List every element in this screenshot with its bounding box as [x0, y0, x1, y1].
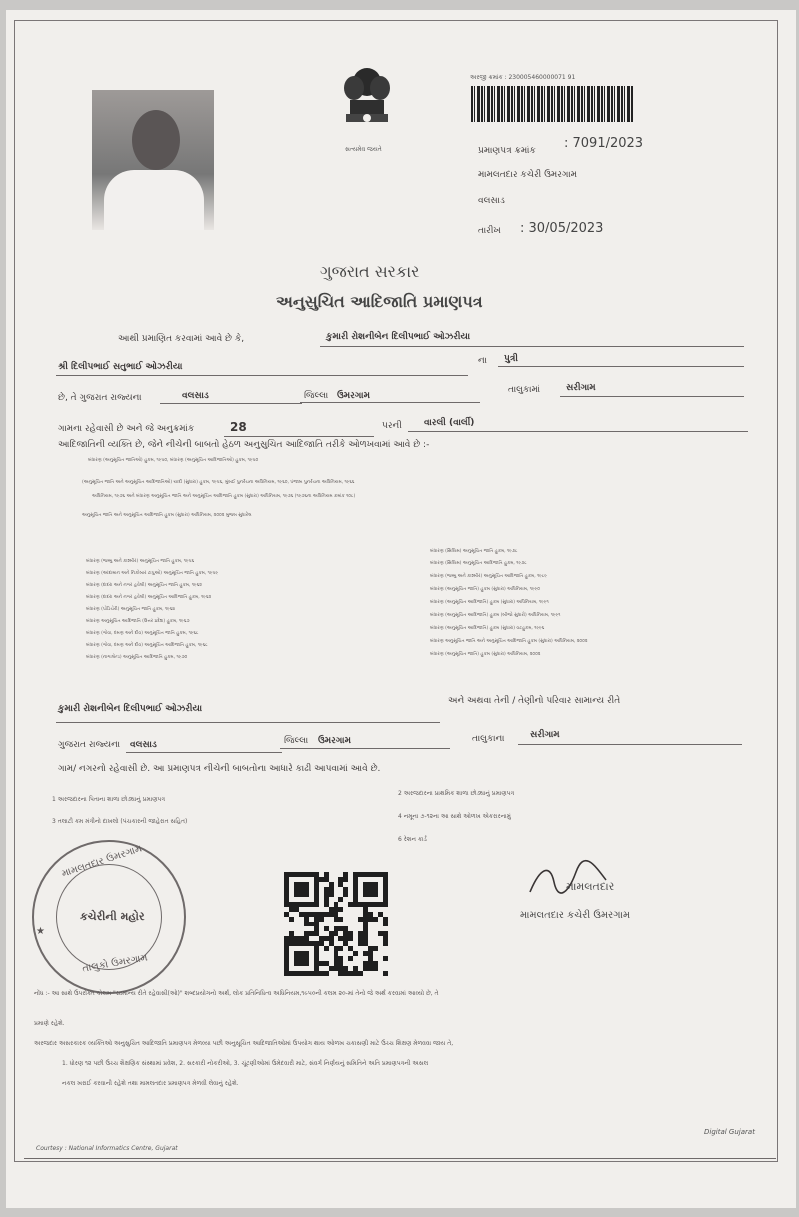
barcode [471, 86, 634, 122]
order-line: (અનુસૂચિત જાતિ અને અનુસૂચિત આદિજાતિઓ) યાદી (સુધારા) હુકમ, ૧૯૫૬, મુંબઈ પુનર્રચના અધિનિયમ, ૧૯૬૦, પંજાબ પુનર્રચના અધિનિયમ, ૧૯૬૬ [82, 480, 355, 485]
date-label: તારીખ [478, 226, 501, 236]
order-left: બંધારણ (દાદરા અને નગર હવેલી) અનુસૂચિત આદિજાતિ હુકમ, ૧૯૬૨ [86, 595, 212, 600]
doc-item: 2 અરજદારના પ્રાથમિક શાળા છોડ્યાનું પ્રમાણપત્ર [398, 790, 515, 797]
order-right: બંધારણ (અનુસૂચિત આદિજાતિ) હુકમ (સુધારા) વટહુકમ, ૧૯૯૬ [430, 626, 545, 631]
applicant-name-repeat: કુમારી રોશનીબેન દિલીપભાઈ ઓઝરીયા [58, 704, 203, 714]
order-left: બંધારણ (આંદામાન અને નિકોબાર ટાપુઓ) અનુસૂચિત જાતિ હુકમ, ૧૯૫૯ [86, 571, 219, 576]
order-left: બંધારણ અનુસૂચિત આદિજાતિ (ઉત્તર પ્રદેશ) હુકમ, ૧૯૬૭ [86, 619, 190, 624]
note-line: 1. ધોરણ ૧૨ પછી ઉચ્ચ શૈક્ષણિક સંસ્થામાં પ્રવેશ, 2. સરકારી નોકરીઓ, 3. ચૂંટણીઓમાં ઉમેદવારી માટે, સંવર્ગ નિર્ણયનું સમિતિને અતિ પ્રમાણપત્રની અસલ [62, 1060, 429, 1067]
order-right: બંધારણ (અનુસૂચિત આદિજાતિ) હુકમ (સુધારા) અધિનિયમ, ૧૯૯૧ [430, 600, 549, 605]
seal-top-text: મામલતદાર ઉમરગામ [60, 843, 144, 880]
seal-star-icon: ★ [36, 926, 45, 937]
order-right: બંધારણ (સિક્કિમ) અનુસૂચિત જાતિ હુકમ, ૧૯૭૮ [430, 549, 518, 554]
seal-mid-text: કચેરીની મહોર [80, 910, 145, 923]
certificate-title: અનુસુચિત આદિજાતિ પ્રમાણપત્ર [276, 292, 483, 311]
order-left: બંધારણ (ગોવા, દમણ અને દીવ) અનુસૂચિત આદિજાતિ હુકમ, ૧૯૬૮ [86, 643, 208, 648]
taluka-label-2: તાલુકાના [472, 734, 505, 744]
resident-label: ગામના રહેવાસી છે અને જે અનુક્રમાંક [58, 424, 195, 434]
basis-text: ગામ/ નગરનો રહેવાસી છે. આ પ્રમાણપત્ર નીચેની બાબતોના આધારે કાઢી આપવામાં આવે છે. [58, 764, 381, 774]
govt-title: ગુજરાત સરકાર [320, 262, 420, 281]
applicant-photo [92, 90, 214, 230]
order-line: બંધારણ (અનુસૂચિત જાતિઓ) હુકમ, ૧૯૫૦, બંધારણ (અનુસૂચિત આદિજાતિઓ) હુકમ, ૧૯૫૦ [88, 458, 259, 463]
doc-item: 6 રેશન કાર્ડ [398, 836, 427, 843]
application-number: અરજી ક્રમાંક : 230005460000071 91 [470, 74, 576, 81]
taluka-label: તાલુકામાં [508, 385, 541, 395]
jilla-label-2: જિલ્લા [284, 736, 309, 746]
order-left: બંધારણ (નાગાલેન્ડ) અનુસૂચિત આદિજાતિ હુકમ, ૧૯૭૦ [86, 655, 188, 660]
order-right: બંધારણ (અનુસૂચિત જાતિ) હુકમ (સુધારા) અધિનિયમ, ૧૯૯૦ [430, 587, 540, 592]
note-line: પ્રમાણે રહેશે. [34, 1020, 65, 1027]
doc-item: 3 તલાટી કમ મંત્રીનો દાખલો (પંચકારની જાહેરાત સહિત) [52, 818, 188, 825]
signatory-title: મામલતદાર [566, 880, 615, 893]
taluka-value-2: સરીગામ [530, 730, 560, 740]
order-right: બંધારણ (સિક્કિમ) અનુસૂચિત આદિજાતિ હુકમ, ૧૯૭૮ [430, 561, 527, 566]
doc-item: 4 નમૂના ૭-૧૨ના આ સાથે ઓળખ એકરારનામું [398, 813, 511, 820]
district-value: વલસાડ [182, 391, 209, 401]
relation: પુત્રી [504, 354, 518, 364]
courtesy-text: Courtesy : National Informatics Centre, Gujarat [36, 1145, 178, 1152]
order-left: બંધારણ (જમ્મુ અને કાશ્મીર) અનુસૂચિત જાતિ હુકમ, ૧૯૫૬ [86, 559, 195, 564]
na-label: ના [478, 356, 487, 366]
issuing-district: વલસાડ [478, 196, 505, 206]
order-line: અધિનિયમ, ૧૯૭૬ અને બંધારણ અનુસૂચિત જાતિ અને અનુસૂચિત આદિજાતિ હુકમ (સુધારા) અધિનિયમ, ૧૯૭૬ (૧૯૭૬ના અધિનિયમ ક્રમાંક ૧૦૮) [92, 494, 356, 499]
order-right: બંધારણ (અનુસૂચિત આદિજાતિ) હુકમ (બીજો સુધારો) અધિનિયમ, ૧૯૯૧ [430, 613, 561, 618]
father-name: શ્રી દિલીપભાઈ સતુભાઈ ઓઝરીયા [58, 362, 183, 372]
tribe-name: વારલી (વાર્લી) [424, 418, 475, 428]
order-left: બંધારણ (ગોવા, દમણ અને દીવ) અનુસૂચિત જાતિ હુકમ, ૧૯૬૮ [86, 631, 199, 636]
serial-number: 28 [230, 420, 247, 434]
parni-label: પરની [382, 421, 402, 431]
cert-no-label: પ્રમાણપત્ર ક્રમાંક [478, 146, 536, 156]
issue-date: : 30/05/2023 [520, 221, 604, 236]
note-line: નકલ ખરાઈ કરવાની રહેશે તથા મામલતદાર પ્રમાણપત્ર મેળવી લેવાનું રહેશે. [62, 1080, 239, 1087]
jilla-label: જિલ્લા [304, 391, 329, 401]
issuing-office: મામલતદાર કચેરી ઉમરગામ [478, 170, 578, 180]
certify-label: આથી પ્રમાણિત કરવામાં આવે છે કે, [118, 334, 245, 344]
order-right: બંધારણ (અનુસૂચિત જાતિ) હુકમ (સુધારા) અધિનિયમ, ૨૦૦૨ [430, 652, 541, 657]
note-line: નોંધ :- આ સાથે ઉપરોક્ત કોલમ "સામાન્ય રીતે રહેવાસી(ઓ)" શબ્દપ્રયોગનો અર્થ, લોક પ્રતિનિધિત્વ અધિનિયમ,૧૯૫૦ની કલમ ૨૦-માં તેનો જે અર્થ કરવામાં આવ્યો છે, તે [34, 990, 439, 997]
cert-no: : 7091/2023 [564, 136, 644, 151]
jilla-value-2: ઉમરગામ [318, 736, 351, 746]
taluka-value: સરીગામ [566, 383, 596, 393]
signatory-office: મામલતદાર કચેરી ઉમરગામ [520, 910, 631, 921]
state-label: છે, તે ગુજરાત રાજ્યના [58, 393, 142, 403]
state-label-2: ગુજરાત રાજ્યના [58, 740, 121, 750]
order-right: બંધારણ અનુસૂચિત જાતિ અને અનુસૂચિત આદિજાતિ હુકમ (સુધારા) અધિનિયમ, ૨૦૦૨ [430, 639, 588, 644]
note-line: અરજદાર અસરકારક વ્યક્તિઓ અનુસુચિત આદિજાતિ પ્રમાણપત્ર મેળવ્યા પછી અનુસૂચિત આદિજાતિઓમાં ઉપયોગ થાય ઓળખ ચકાસણી માટે ઉચ્ચ શિક્ષણ મેળવવા જાય તે, [34, 1040, 454, 1047]
doc-item: 1 અરજદારના પિતાના શાળા છોડ્યાનું પ્રમાણપત્ર [52, 796, 166, 803]
order-left: બંધારણ (પોંડિચેરી) અનુસૂચિત જાતિ હુકમ, ૧૯૬૪ [86, 607, 176, 612]
order-left: બંધારણ (દાદરા અને નગર હવેલી) અનુસૂચિત જાતિ હુકમ, ૧૯૬૨ [86, 583, 202, 588]
district-value-2: વલસાડ [130, 740, 157, 750]
family-text: અને અથવા તેની / તેણીનો પરિવાર સામાન્ય રીતે [448, 696, 621, 706]
national-emblem-icon [336, 62, 398, 142]
qr-code [284, 872, 388, 976]
order-line: અનુસૂચિત જાતિ અને અનુસૂચિત આદિજાતિ હુકમ (સુધારા) અધિનિયમ, ૨૦૦૨ મુજબ સુધારેલ [82, 513, 252, 518]
identification-text: આદિજાતિની વ્યક્તિ છે, જેને નીચેની બાબતો હેઠળ અનુસુચિત આદિજાતિ તરીકે ઓળખવામાં આવે છે :- [58, 440, 430, 450]
emblem-caption: સત્યમેવ જયતે [345, 146, 382, 153]
jilla-value: ઉમરગામ [337, 391, 370, 401]
seal-bottom-text: તાલુકો ઉમરગામ [81, 952, 149, 975]
applicant-name: કુમારી રોશનીબેન દિલીપભાઈ ઓઝરીયા [326, 332, 471, 342]
digital-gujarat-text: Digital Gujarat [704, 1128, 755, 1136]
order-right: બંધારણ (જમ્મુ અને કાશ્મીર) અનુસૂચિત આદિજાતિ હુકમ, ૧૯૮૯ [430, 574, 548, 579]
